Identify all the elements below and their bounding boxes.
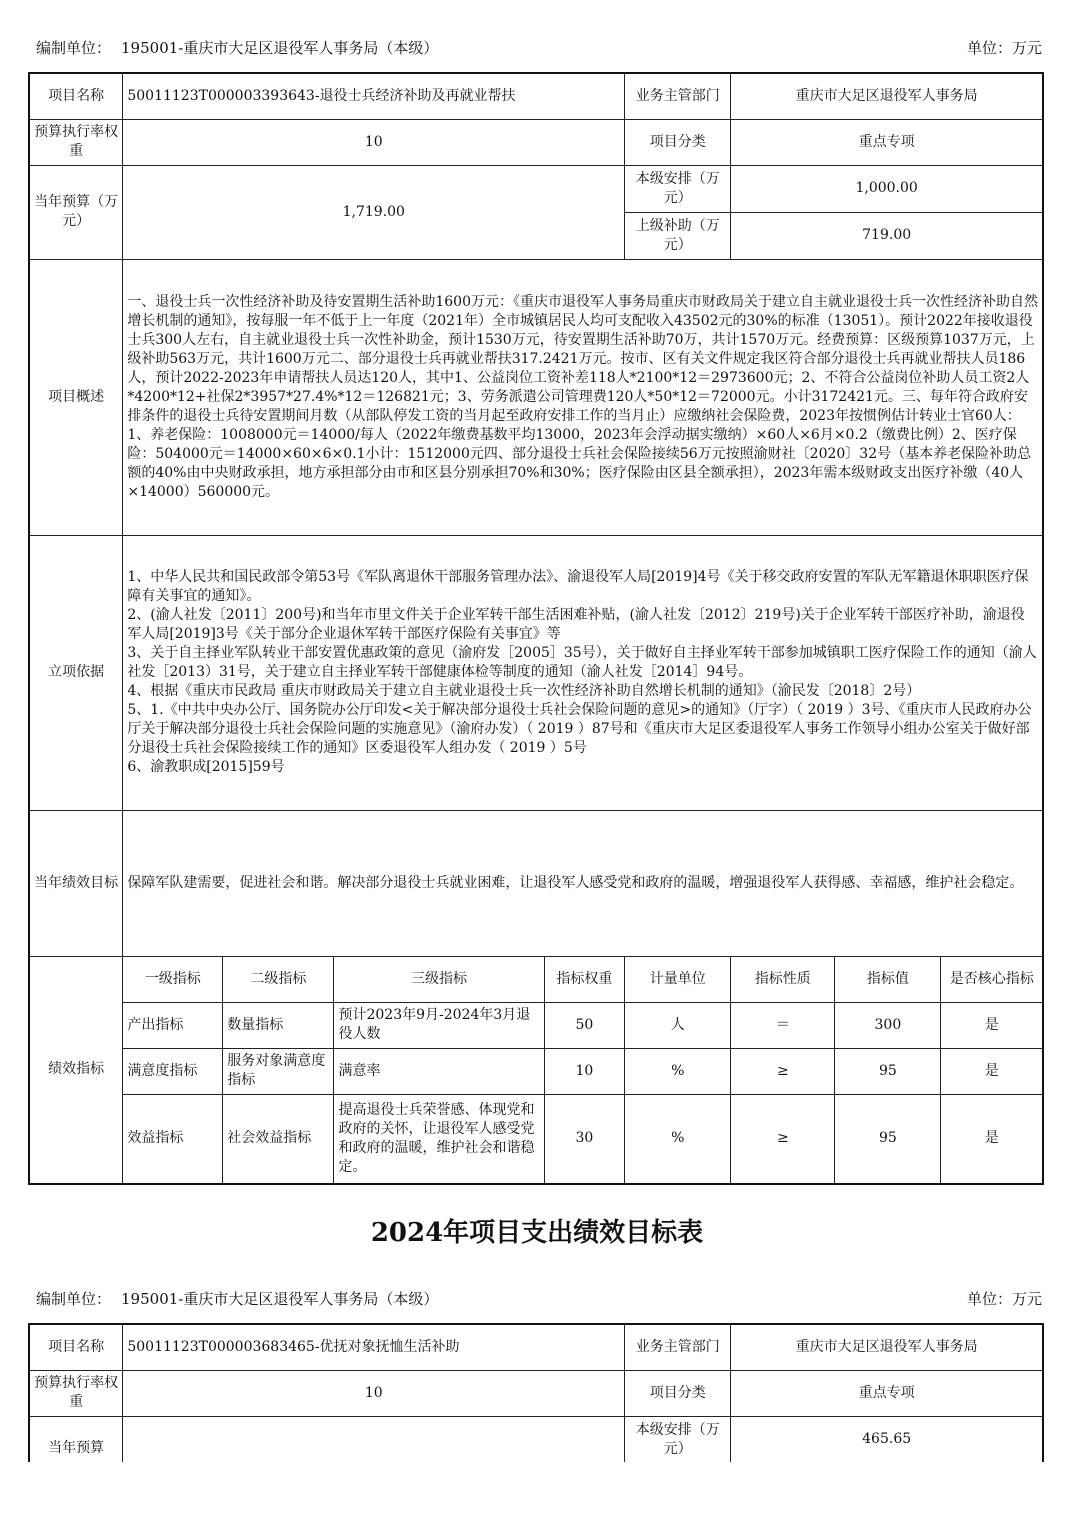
basis-item: 3、关于自主择业军队转业干部安置优惠政策的意见（渝府发［2005］35号），关于做好自主择业军转干部参加城镇职工医疗保险工作的通知（渝人社发［2013）31号，关于建立自主择业军转干部健康体检等制度的通知（渝人社发［2014］94号。 (127, 645, 1037, 680)
perf-l1: 产出指标 (123, 1002, 223, 1048)
compile-unit (36, 36, 438, 60)
project-name-label: 项目名称 (29, 73, 123, 119)
perf-header-value: 指标值 (835, 956, 941, 1002)
compile-unit-label: 编制单位： (36, 1290, 112, 1308)
upper-subsidy-label: 上级补助（万元） (625, 212, 731, 259)
perf-l2: 服务对象满意度指标 (223, 1048, 334, 1094)
perf-header-l2: 二级指标 (223, 956, 334, 1002)
dept-value: 重庆市大足区退役军人事务局 (731, 73, 1043, 119)
table-row (29, 1002, 1043, 1048)
perf-label: 绩效指标 (29, 956, 123, 1184)
basis-item: 6、渝教职成[2015]59号 (127, 759, 285, 775)
document-header (36, 36, 1042, 60)
local-budget-value: 1,000.00 (731, 165, 1043, 212)
basis-item: 1、中华人民共和国民政部令第53号《军队离退休干部服务管理办法》、渝退役军人局[2019]4号《关于移交政府安置的军队无军籍退休职职医疗保障有关事宜的通知》。 (127, 569, 1029, 604)
project-name-label: 项目名称 (29, 1324, 123, 1370)
category-value: 重点专项 (731, 1370, 1043, 1416)
page-bottom-mask (0, 1462, 1074, 1520)
local-budget-label: 本级安排（万元） (625, 1416, 731, 1463)
perf-l2: 社会效益指标 (223, 1094, 334, 1184)
table-row (29, 1094, 1043, 1184)
local-budget-value: 465.65 (731, 1416, 1043, 1463)
overview-text: 一、退役士兵一次性经济补助及待安置期生活补助1600万元：《重庆市退役军人事务局重庆市财政局关于建立自主就业退役士兵一次性经济补助自然增长机制的通知》，按每服一年不低于上一年度（2021年）全市城镇居民人均可支配收入43502元的30%的标准（13051）。预计2022年接收退役士兵300人左右，自主就业退役士兵一次性补助金，预计1530万元，待安置期生活补助70万，共计1570万元。经费预算：区级预算1037万元，上级补助563万元，共计1600万元二、部分退役士兵再就业帮扶317.2421万元。按市、区有关文件规定我区符合部分退役士兵再就业帮扶人员186人，预计2022-2023年申请帮扶人员达120人，其中1、公益岗位工资补差118人*2100*12＝2973600元；2、不符合公益岗位补助人员工资2人*4200*12+社保2*3957*27.4%*12＝126821元；3、劳务派遣公司管理费120人*50*12＝72000元。小计3172421元。三、每年符合政府安排条件的退役士兵待安置期间月数（从部队停发工资的当月起至政府安排工作的当月止）应缴纳社会保险费，2023年按惯例估计转业士官60人：1、养老保险：1008000元＝14000/每人（2022年缴费基数平均13000，2023年会浮动据实缴纳）×60人×6月×0.2（缴费比例）2、医疗保险：504000元＝14000×60×6×0.1小计：1512000元四、部分退役士兵社会保险接续56万元按照渝财社〔2020〕32号（基本养老保险补助总额的40%由中央财政承担，地方承担部分由市和区县分别承担70%和30%；医疗保险由区县全额承担），2023年需本级财政支出医疗补缴（40人×14000）560000元。 (123, 259, 1043, 535)
perf-header-unit: 计量单位 (625, 956, 731, 1002)
perf-unit: 人 (625, 1002, 731, 1048)
compile-unit-name: 195001-重庆市大足区退役军人事务局（本级） (121, 39, 439, 57)
perf-l1: 满意度指标 (123, 1048, 223, 1094)
weight-value: 10 (123, 1370, 625, 1416)
project-name: 50011123T000003683465-优抚对象抚恤生活补助 (123, 1324, 625, 1370)
perf-weight: 50 (544, 1002, 625, 1048)
section-title: 2024年项目支出绩效目标表 (370, 1218, 704, 1248)
perf-core: 是 (941, 1002, 1043, 1048)
perf-core: 是 (941, 1094, 1043, 1184)
compile-unit-label: 编制单位： (36, 39, 112, 57)
category-label: 项目分类 (625, 1370, 731, 1416)
perf-value: 300 (835, 1002, 941, 1048)
performance-table-1 (28, 72, 1044, 1185)
perf-nature: ≥ (731, 1048, 835, 1094)
perf-core: 是 (941, 1048, 1043, 1094)
weight-label: 预算执行率权重 (29, 1370, 123, 1416)
project-name: 50011123T000003393643-退役士兵经济补助及再就业帮扶 (123, 73, 625, 119)
document-header-2 (36, 1287, 1042, 1311)
perf-weight: 10 (544, 1048, 625, 1094)
perf-header-nature: 指标性质 (731, 956, 835, 1002)
perf-header-l3: 三级指标 (334, 956, 544, 1002)
compile-unit (36, 1287, 438, 1311)
perf-unit: % (625, 1094, 731, 1184)
perf-header-core: 是否核心指标 (941, 956, 1043, 1002)
perf-value: 95 (835, 1094, 941, 1184)
perf-l2: 数量指标 (223, 1002, 334, 1048)
dept-label: 业务主管部门 (625, 1324, 731, 1370)
weight-value: 10 (123, 119, 625, 165)
perf-l3: 预计2023年9月-2024年3月退役人数 (334, 1002, 544, 1048)
money-unit: 单位：万元 (966, 39, 1042, 57)
weight-label: 预算执行率权重 (29, 119, 123, 165)
perf-value: 95 (835, 1048, 941, 1094)
budget-label: 当年预算（万元） (29, 165, 123, 259)
overview-label: 项目概述 (29, 259, 123, 535)
perf-l1: 效益指标 (123, 1094, 223, 1184)
perf-nature: ＝ (731, 1002, 835, 1048)
dept-value: 重庆市大足区退役军人事务局 (731, 1324, 1043, 1370)
perf-nature: ≥ (731, 1094, 835, 1184)
basis-label: 立项依据 (29, 535, 123, 810)
perf-unit: % (625, 1048, 731, 1094)
goal-text: 保障军队建需要，促进社会和谐。解决部分退役士兵就业困难，让退役军人感受党和政府的温暖，增强退役军人获得感、幸福感，维护社会稳定。 (123, 810, 1043, 956)
budget-value: 1,719.00 (123, 165, 625, 259)
basis-item: 2、(渝人社发〔2011〕200号)和当年市里文件关于企业军转干部生活困难补贴，(渝人社发〔2012〕219号)关于企业军转干部医疗补助，渝退役军人局[2019]3号《关于部分企业退休军转干部医疗保险有关事宜》等 (127, 607, 1025, 642)
upper-subsidy-value: 719.00 (731, 212, 1043, 259)
compile-unit-name: 195001-重庆市大足区退役军人事务局（本级） (121, 1290, 439, 1308)
basis-item: 5、1.《中共中央办公厅、国务院办公厅印发<关于解决部分退役士兵社会保险问题的意见>的通知》（厅字）（ 2019 ）3号、《重庆市人民政府办公厅关于解决部分退役士兵社会保险问题的实施意见》（渝府办发）（ 2019 ）87号和《重庆市大足区委退役军人事务工作领导小组办公室关于做好部分退役士兵社会保险接续工作的通知》区委退役军人组办发（ 2019 ）5号 (127, 702, 1032, 756)
perf-header-l1: 一级指标 (123, 956, 223, 1002)
perf-header-weight: 指标权重 (544, 956, 625, 1002)
category-value: 重点专项 (731, 119, 1043, 165)
money-unit: 单位：万元 (966, 1290, 1042, 1308)
perf-l3: 提高退役士兵荣誉感、体现党和政府的关怀，让退役军人感受党和政府的温暖，维护社会和谐稳定。 (334, 1094, 544, 1184)
budget-label: 当年预算 (29, 1416, 123, 1510)
basis-item: 4、根据《重庆市民政局 重庆市财政局关于建立自主就业退役士兵一次性经济补助自然增长机制的通知》（渝民发〔2018〕2号） (127, 683, 921, 699)
dept-label: 业务主管部门 (625, 73, 731, 119)
basis-list (123, 535, 1043, 810)
local-budget-label: 本级安排（万元） (625, 165, 731, 212)
perf-weight: 30 (544, 1094, 625, 1184)
goal-label: 当年绩效目标 (29, 810, 123, 956)
perf-l3: 满意率 (334, 1048, 544, 1094)
category-label: 项目分类 (625, 119, 731, 165)
table-row (29, 1048, 1043, 1094)
